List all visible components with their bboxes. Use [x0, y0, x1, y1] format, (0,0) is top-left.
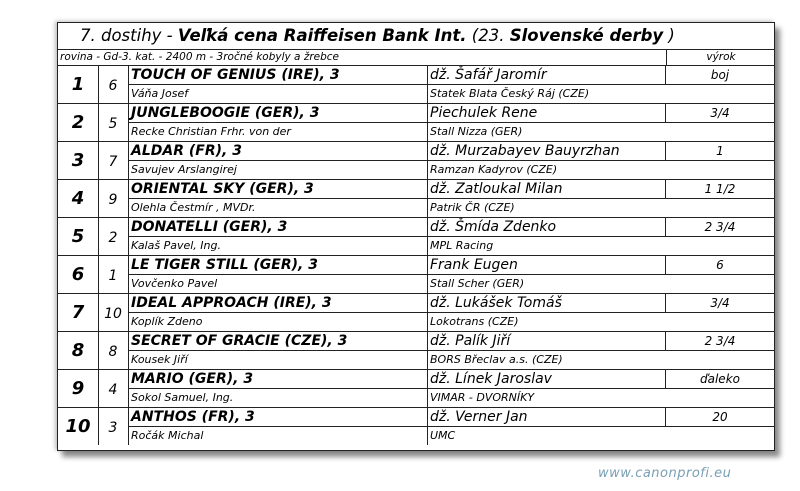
result-row — [58, 256, 774, 294]
jockey-name: dž. Šafář Jaromír — [428, 66, 666, 85]
result-row — [58, 180, 774, 218]
race-edition-open: (23. — [471, 26, 510, 45]
result-row — [58, 104, 774, 142]
trainer-name: Recke Christian Frhr. von der — [128, 123, 428, 141]
start-number: 1 — [98, 256, 129, 293]
jockey-name: dž. Šmída Zdenko — [428, 218, 666, 237]
result-row — [58, 142, 774, 180]
race-title — [58, 23, 774, 50]
winning-margin: ďaleko — [666, 370, 774, 389]
finish-place: 2 — [58, 104, 99, 141]
results-sheet — [57, 22, 775, 451]
race-conditions: rovina - Gd-3. kat. - 2400 m - 3ročné kobyly a žrebce — [60, 51, 340, 63]
race-name: Veľká cena Raiffeisen Bank Int. — [177, 26, 467, 45]
owner-name: BORS Břeclav a.s. (CZE) — [430, 353, 563, 366]
finish-place: 9 — [58, 370, 99, 407]
watermark: www.canonprofi.eu — [598, 466, 732, 481]
jockey-name: dž. Palík Jiří — [428, 332, 666, 351]
horse-name: LE TIGER STILL (GER), 3 — [128, 256, 428, 275]
winning-margin: 1 1/2 — [666, 180, 774, 199]
trainer-name: Kousek Jiří — [128, 351, 428, 369]
result-row — [58, 370, 774, 408]
winning-margin: boj — [666, 66, 774, 85]
owner-name: Stall Scher (GER) — [430, 277, 525, 290]
finish-place: 7 — [58, 294, 99, 331]
trainer-name: Ročák Michal — [128, 427, 428, 445]
results-table — [58, 66, 774, 446]
winning-margin: 3/4 — [666, 104, 774, 123]
jockey-name: dž. Murzabayev Bauyrzhan — [428, 142, 666, 161]
trainer-name: Savujev Arslangirej — [128, 161, 428, 179]
jockey-name: dž. Lukášek Tomáš — [428, 294, 666, 313]
jockey-name: dž. Zatloukal Milan — [428, 180, 666, 199]
horse-name: TOUCH OF GENIUS (IRE), 3 — [128, 66, 428, 85]
winning-margin: 1 — [666, 142, 774, 161]
race-conditions-row — [58, 50, 774, 66]
owner-name: UMC — [430, 429, 456, 442]
start-number: 4 — [98, 370, 129, 407]
finish-place: 8 — [58, 332, 99, 369]
result-row — [58, 332, 774, 370]
horse-name: MARIO (GER), 3 — [128, 370, 428, 389]
horse-name: DONATELLI (GER), 3 — [128, 218, 428, 237]
finish-place: 5 — [58, 218, 99, 255]
trainer-name: Sokol Samuel, Ing. — [128, 389, 428, 407]
start-number: 2 — [98, 218, 129, 255]
trainer-name: Vovčenko Pavel — [128, 275, 428, 293]
start-number: 3 — [98, 408, 129, 445]
finish-place: 4 — [58, 180, 99, 217]
margin-header: výrok — [666, 50, 775, 65]
race-edition-name: Slovenské derby — [509, 26, 664, 45]
horse-name: SECRET OF GRACIE (CZE), 3 — [128, 332, 428, 351]
horse-name: ORIENTAL SKY (GER), 3 — [128, 180, 428, 199]
trainer-name: Koplík Zdeno — [128, 313, 428, 331]
jockey-name: dž. Verner Jan — [428, 408, 666, 427]
race-number: 7. dostihy - — [80, 26, 178, 45]
finish-place: 3 — [58, 142, 99, 179]
horse-name: ANTHOS (FR), 3 — [128, 408, 428, 427]
race-edition-close: ) — [668, 26, 675, 45]
result-row — [58, 294, 774, 332]
jockey-name: Frank Eugen — [428, 256, 666, 275]
owner-name: Patrik ČR (CZE) — [430, 201, 515, 214]
horse-name: JUNGLEBOOGIE (GER), 3 — [128, 104, 428, 123]
winning-margin: 3/4 — [666, 294, 774, 313]
winning-margin: 6 — [666, 256, 774, 275]
start-number: 6 — [98, 66, 129, 103]
start-number: 10 — [98, 294, 129, 331]
jockey-name: dž. Línek Jaroslav — [428, 370, 666, 389]
finish-place: 1 — [58, 66, 99, 103]
start-number: 7 — [98, 142, 129, 179]
trainer-name: Váňa Josef — [128, 85, 428, 103]
owner-name: Ramzan Kadyrov (CZE) — [430, 163, 558, 176]
owner-name: Statek Blata Český Ráj (CZE) — [430, 87, 590, 100]
owner-name: VIMAR - DVORNÍKY — [430, 391, 535, 404]
start-number: 9 — [98, 180, 129, 217]
start-number: 5 — [98, 104, 129, 141]
horse-name: IDEAL APPROACH (IRE), 3 — [128, 294, 428, 313]
result-row — [58, 218, 774, 256]
horse-name: ALDAR (FR), 3 — [128, 142, 428, 161]
winning-margin: 20 — [666, 408, 774, 427]
start-number: 8 — [98, 332, 129, 369]
owner-name: MPL Racing — [430, 239, 494, 252]
result-row — [58, 408, 774, 446]
winning-margin: 2 3/4 — [666, 332, 774, 351]
owner-name: Stall Nizza (GER) — [430, 125, 523, 138]
jockey-name: Piechulek Rene — [428, 104, 666, 123]
trainer-name: Olehla Čestmír , MVDr. — [128, 199, 428, 217]
finish-place: 10 — [58, 408, 99, 445]
result-row — [58, 66, 774, 104]
finish-place: 6 — [58, 256, 99, 293]
trainer-name: Kalaš Pavel, Ing. — [128, 237, 428, 255]
winning-margin: 2 3/4 — [666, 218, 774, 237]
owner-name: Lokotrans (CZE) — [430, 315, 519, 328]
